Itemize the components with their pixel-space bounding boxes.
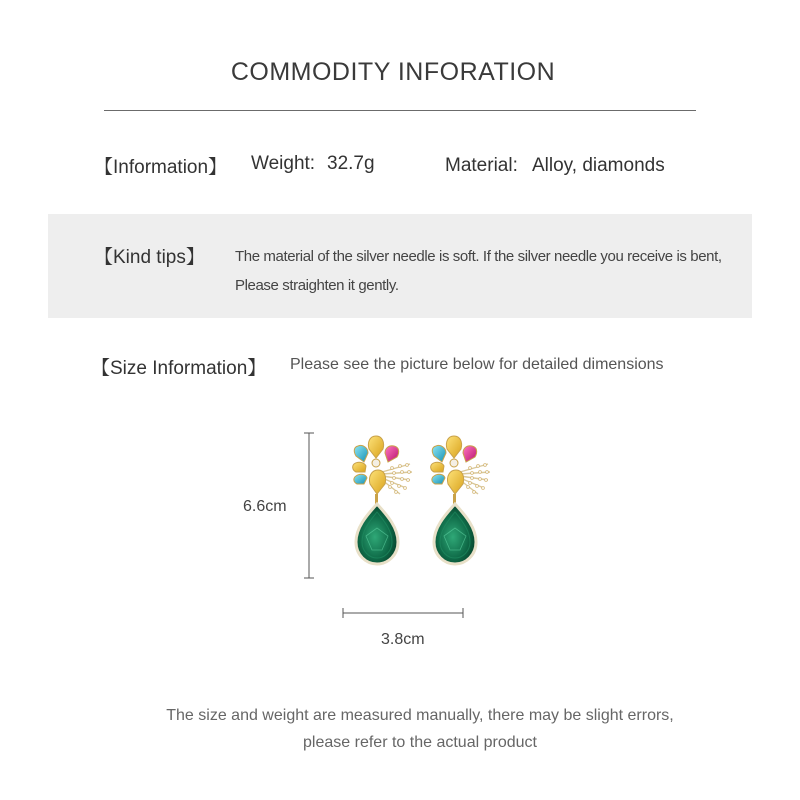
footer-line-2: please refer to the actual product [303,734,537,751]
size-information-description: Please see the picture below for detailed dimensions [290,356,664,373]
size-information-label: 【Size Information】 [91,358,267,379]
page-title: COMMODITY INFORATION [230,58,556,86]
width-dimension-label: 3.8cm [381,631,425,648]
earrings-image [350,432,515,572]
information-label: 【Information】 [94,157,228,178]
material-label: Material: [445,155,518,176]
footer-note [120,702,720,756]
left-earring [353,436,412,564]
kind-tips-label: 【Kind tips】 [94,247,205,268]
kind-tips-line-1: The material of the silver needle is soft. If the silver needle you receive is bent, [235,248,722,265]
kind-tips-line-2: Please straighten it gently. [235,277,399,294]
height-dimension-label: 6.6cm [243,498,287,515]
material-value: Alloy, diamonds [532,155,665,176]
weight-label: Weight: [251,153,316,174]
right-earring [431,436,490,564]
weight-value: 32.7g [327,153,375,174]
footer-line-1: The size and weight are measured manually, there may be slight errors, [166,707,674,724]
